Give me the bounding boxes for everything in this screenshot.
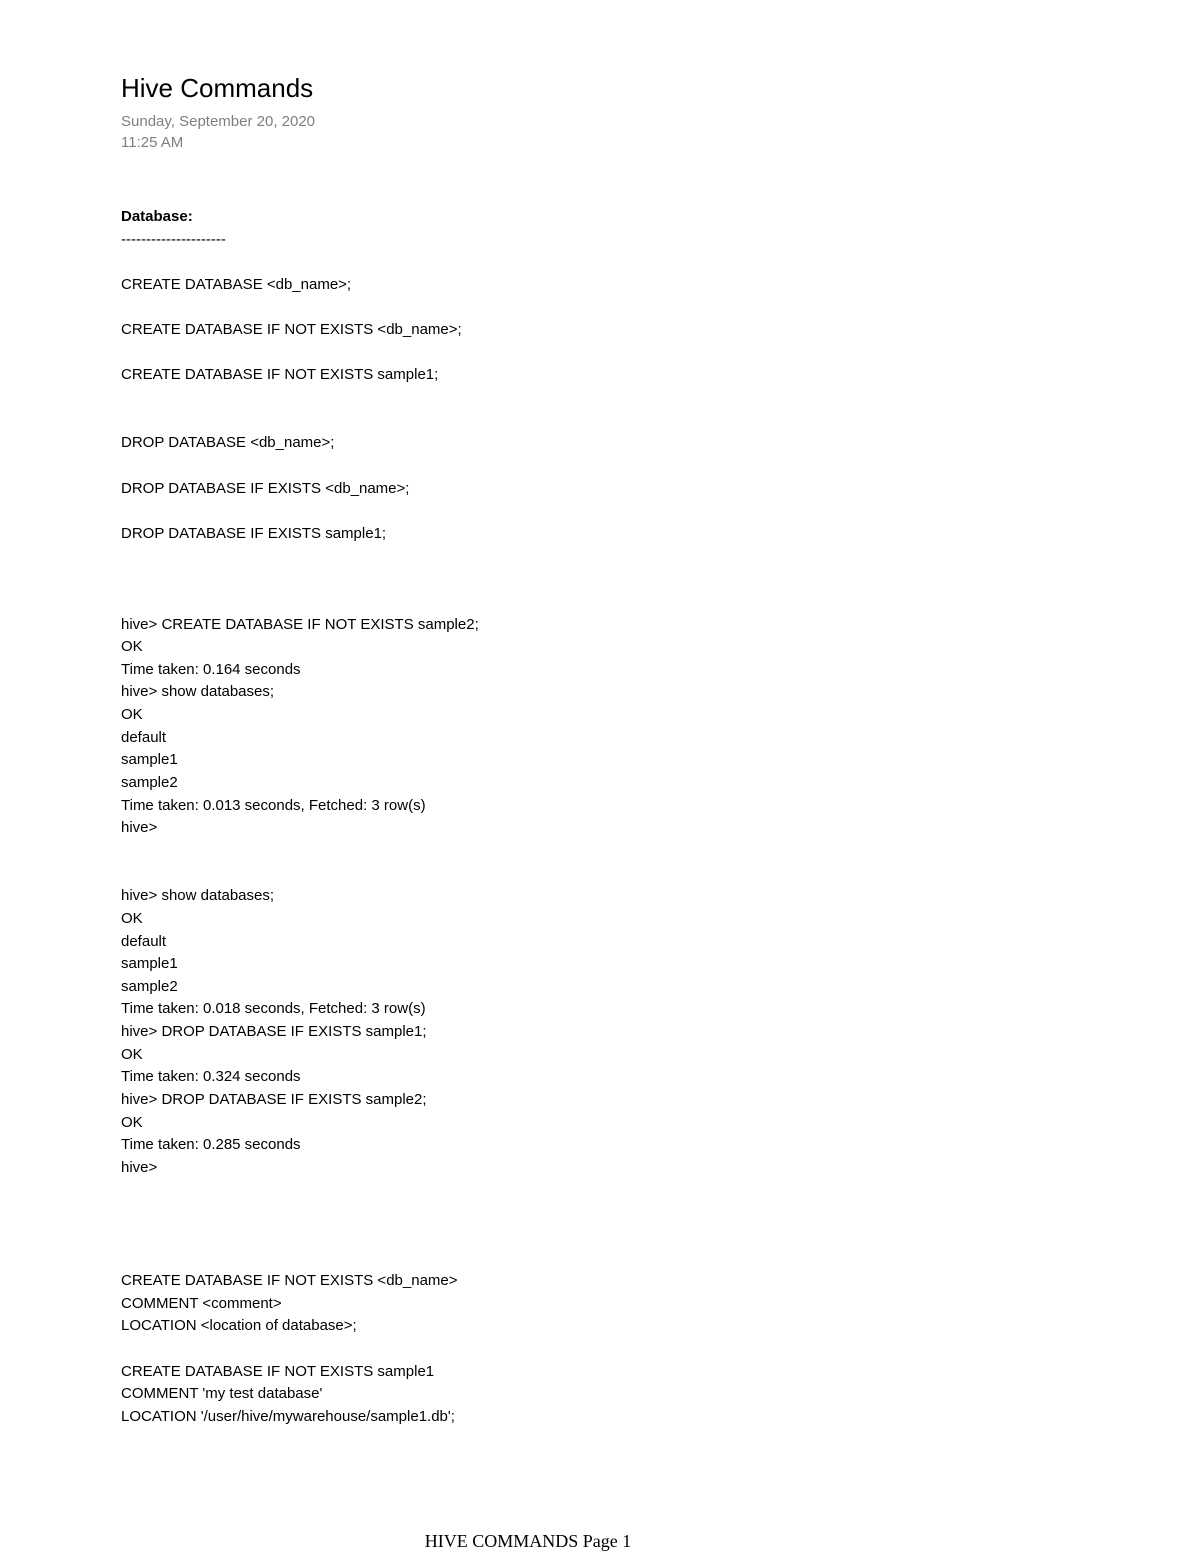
- text-line: [121, 591, 1121, 614]
- text-line: hive> CREATE DATABASE IF NOT EXISTS sample2;: [121, 615, 479, 633]
- text-line: CREATE DATABASE IF NOT EXISTS <db_name>: [121, 1272, 458, 1290]
- text-line: [121, 500, 1121, 523]
- text-line: OK: [121, 706, 143, 724]
- text-line: [121, 1180, 1121, 1203]
- text-line: DROP DATABASE IF EXISTS <db_name>;: [121, 479, 410, 497]
- text-line: CREATE DATABASE IF NOT EXISTS sample1;: [121, 366, 439, 384]
- text-line: hive> DROP DATABASE IF EXISTS sample1;: [121, 1023, 427, 1041]
- text-line: hive>: [121, 1158, 158, 1176]
- text-line: [121, 1225, 1121, 1248]
- text-line: COMMENT 'my test database': [121, 1385, 323, 1403]
- text-line: CREATE DATABASE IF NOT EXISTS <db_name>;: [121, 321, 462, 339]
- text-line: hive> show databases;: [121, 887, 275, 905]
- text-line: LOCATION <location of database>;: [121, 1317, 357, 1335]
- text-line: [121, 840, 1121, 863]
- text-line: OK: [121, 909, 143, 927]
- text-line: hive>: [121, 819, 158, 837]
- text-line: ---------------------: [121, 230, 226, 248]
- page-title: Hive Commands: [121, 73, 314, 103]
- text-line: [121, 1338, 1121, 1361]
- text-line: Time taken: 0.324 seconds: [121, 1068, 301, 1086]
- text-line: DROP DATABASE IF EXISTS sample1;: [121, 524, 387, 542]
- text-line: [121, 297, 1121, 320]
- text-line: Time taken: 0.013 seconds, Fetched: 3 row(s): [121, 796, 426, 814]
- text-line: Time taken: 0.018 seconds, Fetched: 3 row(s): [121, 1000, 426, 1018]
- text-line: [121, 387, 1121, 410]
- text-line: COMMENT <comment>: [121, 1294, 282, 1312]
- text-line: sample1: [121, 751, 178, 769]
- text-line: OK: [121, 1045, 143, 1063]
- text-line: hive> DROP DATABASE IF EXISTS sample2;: [121, 1090, 427, 1108]
- text-line: Time taken: 0.164 seconds: [121, 660, 301, 678]
- text-line: [121, 1247, 1121, 1270]
- text-line: hive> show databases;: [121, 683, 275, 701]
- text-line: default: [121, 932, 167, 950]
- page-date: Sunday, September 20, 2020: [121, 113, 316, 130]
- text-line: [121, 863, 1121, 886]
- text-line: Time taken: 0.285 seconds: [121, 1136, 301, 1154]
- text-line: [121, 455, 1121, 478]
- text-line: [121, 1202, 1121, 1225]
- text-line: CREATE DATABASE IF NOT EXISTS sample1: [121, 1362, 435, 1380]
- text-line: default: [121, 728, 167, 746]
- section-heading: Database:: [121, 208, 193, 225]
- text-line: sample2: [121, 774, 178, 792]
- text-line: [121, 251, 1121, 274]
- text-line: LOCATION '/user/hive/mywarehouse/sample1.db';: [121, 1407, 455, 1425]
- text-line: [121, 410, 1121, 433]
- text-line: [121, 546, 1121, 569]
- text-line: sample2: [121, 977, 178, 995]
- page-footer: [0, 1530, 1200, 1552]
- document-body: [121, 206, 1121, 1429]
- text-line: sample1: [121, 955, 178, 973]
- text-line: [121, 568, 1121, 591]
- text-line: [121, 342, 1121, 365]
- footer-text: HIVE COMMANDS Page 1: [424, 1531, 632, 1551]
- text-line: OK: [121, 1113, 143, 1131]
- page-time: 11:25 AM: [121, 134, 184, 151]
- text-line: DROP DATABASE <db_name>;: [121, 434, 335, 452]
- text-line: CREATE DATABASE <db_name>;: [121, 275, 352, 293]
- text-line: OK: [121, 638, 143, 656]
